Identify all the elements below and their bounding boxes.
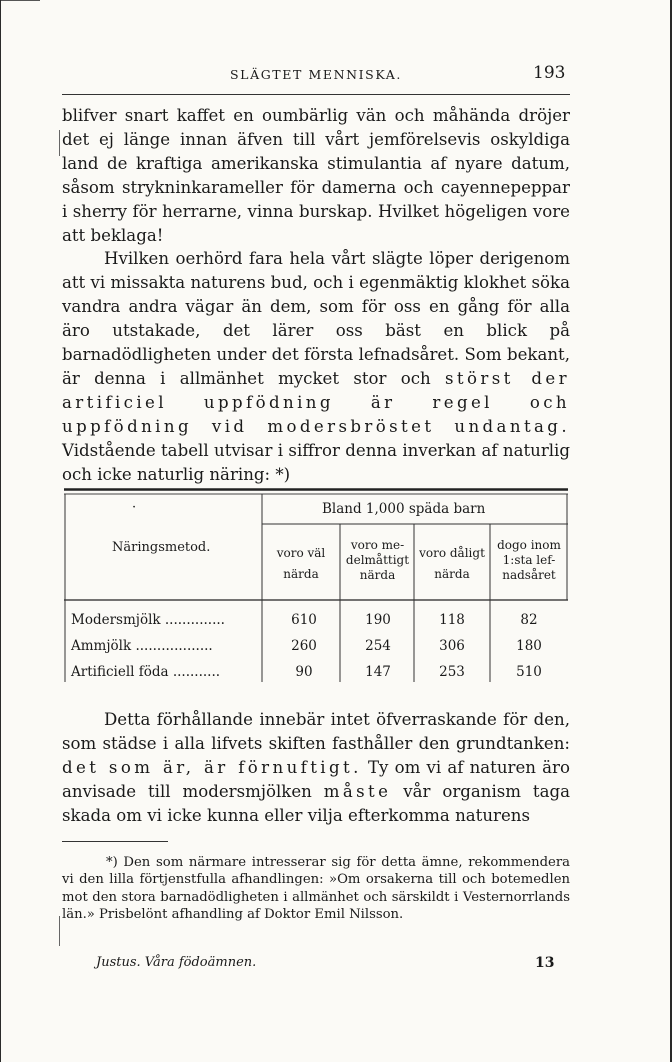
table-cell: 254	[365, 638, 391, 654]
footnote	[62, 854, 570, 924]
column-header: voro dåligt närda	[419, 546, 485, 581]
table-cell: 190	[365, 612, 391, 628]
margin-mark	[59, 916, 60, 946]
table-cell: 118	[439, 612, 465, 628]
table-cell: 260	[291, 638, 317, 654]
emphasized-text: det som är, är förnuftigt.	[62, 757, 362, 777]
footnote-rule	[62, 841, 168, 842]
paragraph-text: Vidstående tabell utvisar i siffror denna inverkan af naturlig och icke naturlig näring: *)	[62, 440, 570, 484]
paragraph-text: vår organism taga skada om vi icke kunna eller vilja efterkomma naturens	[62, 781, 570, 825]
scan-edge	[0, 0, 1, 1062]
paragraph	[62, 247, 570, 486]
data-table	[64, 488, 568, 682]
table-cell: 253	[439, 664, 465, 680]
page-number: 193	[533, 63, 566, 83]
table-dot: ·	[132, 500, 137, 515]
paragraph-text: Ty om vi af naturen äro anvisade till modersmjölken	[62, 757, 570, 801]
header-rule	[62, 94, 570, 95]
table-row-label: Ammjölk ..................	[71, 638, 213, 654]
table-cell: 90	[295, 664, 313, 680]
footnote-text: *) Den som närmare intresserar sig för detta ämne, rekommendera vi den lilla förtjenstfulla afhandlingen: »Om orsakerna till och botemedlen mot den stora barnadödligheten i allmänhet och särskildt i Vesternorrlands län.» Prisbelönt afhandling af Doktor Emil Nilsson.	[62, 855, 570, 923]
paragraph-text: Detta förhållande innebär intet öfverraskande för den, som städse i alla lifvets skiften fasthåller den grundtanken:	[62, 710, 570, 753]
table-cell: 180	[516, 638, 542, 654]
paragraph: blifver snart kaffet en oumbärlig vän och måhända dröjer det ej länge innan äfven till vårt jemförelsevis oskyldiga land de kraftiga amerikanska stimulantia af nyare datum, såsom strykninkarameller för damerna och cayennepeppar i sherry för herrarne, vinna burskap. Hvilket högeligen vore att beklaga!	[62, 106, 570, 245]
table-cell: 82	[520, 612, 538, 628]
running-title: SLÄGTET MENNISKA.	[230, 67, 402, 82]
margin-mark	[59, 130, 60, 156]
body-text	[62, 708, 570, 828]
printer-signature: Justus. Våra födoämnen.	[96, 955, 257, 970]
signature-mark: 13	[535, 955, 555, 971]
table-row-label: Artificiell föda ...........	[71, 664, 221, 680]
column-header: dogo inom 1:sta lef- nadsåret	[497, 538, 561, 582]
emphasized-text: måste	[323, 781, 392, 801]
table-cell: 610	[291, 612, 317, 628]
scan-edge	[0, 0, 40, 1]
table-cell: 306	[439, 638, 465, 654]
table-row-header: Näringsmetod.	[112, 540, 211, 555]
table-cell: 510	[516, 664, 542, 680]
column-header: voro me- delmåttigt närda	[345, 538, 410, 582]
table-row-label: Modersmjölk ..............	[71, 612, 225, 628]
paragraph-text: Hvilken oerhörd fara hela vårt slägte löper derigenom att vi missakta naturens bud, och i egenmäktig klokhet söka vandra andra vägar än dem, som för oss en gång för alla äro utstakade, det lärer oss bäst en blick på barnadödligheten under det första lefnadsåret. Som bekant, är denna i allmänhet mycket stor och	[62, 249, 570, 388]
column-header: voro väl närda	[276, 546, 326, 581]
body-text	[62, 104, 570, 487]
table-cell: 147	[365, 664, 391, 680]
emphasized-text: störst der artificiel uppfödning är regel och uppfödning vid modersbröstet undantag.	[62, 368, 570, 436]
table-group-header: Bland 1,000 späda barn	[322, 501, 486, 517]
paragraph	[62, 708, 570, 828]
